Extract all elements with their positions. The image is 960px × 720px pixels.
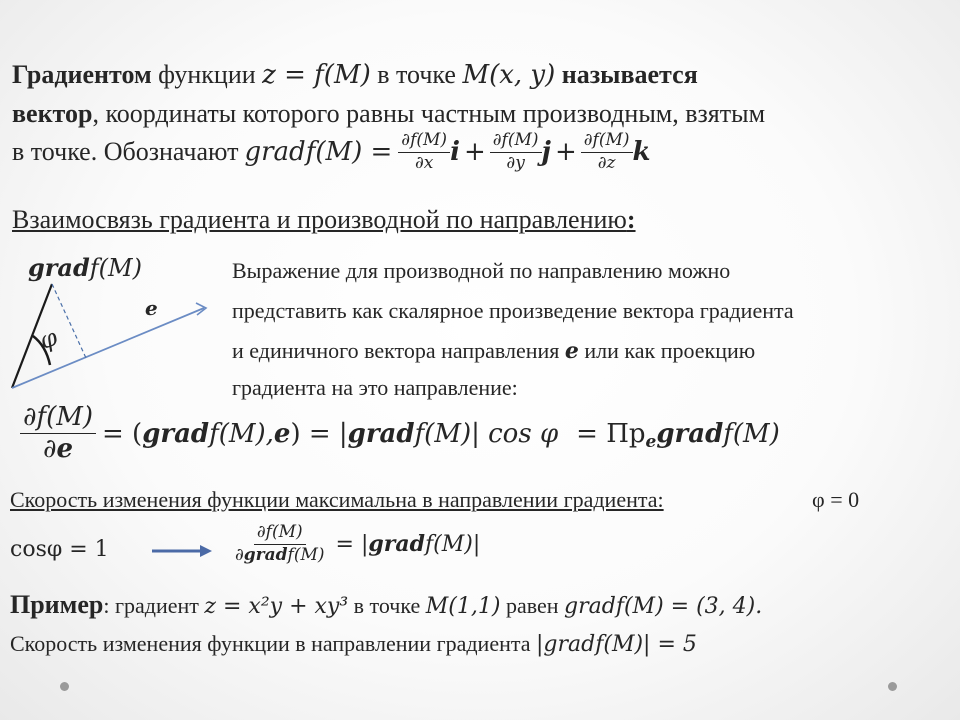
fraction-dx: $\frac{\partial f(M)}{\partial x}$ [398,132,450,173]
explain-line-1: Выражение для производной по направлению можно [232,258,731,283]
section-heading: Взаимосвязь градиента и производной по направлению: [12,205,636,234]
definition-line-3: в точке. Обозначают gradf(M) = $\frac{\partial f(M)}{\partial x}$ i + $\frac{\partial f(M)}{\partial y}$ j + $\frac{\partial f(M)}{\partial z}$ k [12,130,651,173]
diagram-e-label: e [145,296,158,320]
decor-dot-right [888,682,897,691]
explain-line-2: представить как скалярное произведение вектора градиента [232,298,794,323]
fraction-dy: $\frac{\partial f(M)}{\partial y}$ [490,132,542,173]
max-derivative-formula: $\frac{\partial f(M)}{\text{∂gradf(M)}}$ = | grad f(M)| [235,522,481,565]
gradient-direction-diagram [0,270,220,400]
explain-line-4: градиента на это направление: [232,375,518,400]
example-line: Пример: градиент z = x²y + xy³ в точке M(1,1) равен gradf(M) = (3, 4). [10,590,763,619]
definition-line-2: вектор, координаты которого равны частным производным, взятым [12,99,766,128]
point-formula: M(x, y) [462,60,556,90]
max-speed-statement: Скорость изменения функции максимальна в направлении градиента: [10,487,664,512]
grad-notation: gradf(M) = [244,137,393,168]
directional-derivative-formula: $\frac{\partial f(M)}{\partial e}$ = ( grad f(M), e ) = | grad f(M)| cos φ = Пр e grad f(M) [20,404,780,464]
function-formula: z = f(M) [262,60,371,90]
phi-zero: φ = 0 [812,487,860,512]
e-vector-line [12,308,204,388]
example-label: Пример [10,590,104,619]
explain-line-3: и единичного вектора направления e или как проекцию [232,338,756,364]
cos-equals-one: cosφ = 1 [10,537,109,562]
implies-arrow [150,542,214,560]
formula-fraction: $\frac{\partial f(M)}{\partial e}$ [20,404,96,464]
angle-phi-label: φ [35,322,62,356]
fraction-dz: $\frac{\partial f(M)}{\partial z}$ [581,132,633,173]
term-vector: вектор [12,99,93,128]
definition-line-1: Градиентом функции z = f(M) в точке M(x, y) называется [12,60,698,90]
decor-dot-left [60,682,69,691]
diagram-grad-label: gradf(M) [28,253,142,282]
speed-in-gradient-direction: Скорость изменения функции в направлении градиента |gradf(M)| = 5 [10,631,697,657]
term-gradient: Градиентом [12,60,152,89]
